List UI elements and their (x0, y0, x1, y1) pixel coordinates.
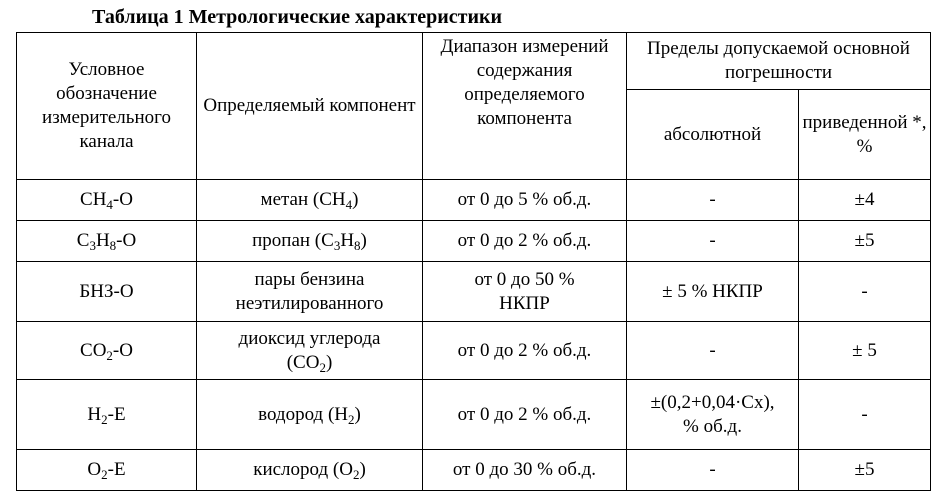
reduced-cell: ± 5 (799, 322, 931, 380)
absolute-cell: ± 5 % НКПР (627, 262, 799, 322)
header-row (17, 33, 931, 90)
table-row (17, 180, 931, 221)
component-cell: кислород $(O_2)$ (197, 450, 423, 491)
table-row (17, 380, 931, 450)
header-absolute: абсолютной (627, 90, 799, 180)
header-limits: Пределы допускаемой основной погрешности (627, 33, 931, 90)
reduced-cell: - (799, 380, 931, 450)
component-cell: пары бензина неэтилированного (197, 262, 423, 322)
table-title: Таблица 1 Метрологические характеристики (92, 6, 503, 28)
range-cell: от 0 до 30 % об.д. (423, 450, 627, 491)
header-channel: Условное обозначение измерительного канала (17, 33, 197, 180)
component-cell: метан $(CH_4)$ (197, 180, 423, 221)
metrology-table (16, 32, 931, 491)
absolute-cell: ±(0,2+0,04·Cx), % об.д. (627, 380, 799, 450)
range-cell: от 0 до 2 % об.д. (423, 322, 627, 380)
range-cell: от 0 до 50 % НКПР (423, 262, 627, 322)
channel-cell: $CO_2-O$ (17, 322, 197, 380)
reduced-cell: ±4 (799, 180, 931, 221)
absolute-cell: - (627, 221, 799, 262)
header-reduced: приведенной *, % (799, 90, 931, 180)
range-cell: от 0 до 5 % об.д. (423, 180, 627, 221)
range-cell: от 0 до 2 % об.д. (423, 221, 627, 262)
table-row (17, 221, 931, 262)
header-range: Диапазон измерений содержания определяемого компонента (423, 33, 627, 180)
reduced-cell: - (799, 262, 931, 322)
table-row (17, 450, 931, 491)
channel-cell: $C_3H_8-O$ (17, 221, 197, 262)
channel-cell: $CH_4-O$ (17, 180, 197, 221)
header-component: Определяемый компонент (197, 33, 423, 180)
component-cell: пропан $(C_3H_8)$ (197, 221, 423, 262)
absolute-cell: - (627, 450, 799, 491)
channel-cell: БНЗ-О (17, 262, 197, 322)
channel-cell: $O_2-E$ (17, 450, 197, 491)
channel-cell: $H_2-E$ (17, 380, 197, 450)
table-row (17, 262, 931, 322)
absolute-cell: - (627, 180, 799, 221)
reduced-cell: ±5 (799, 221, 931, 262)
table-row (17, 322, 931, 380)
absolute-cell: - (627, 322, 799, 380)
component-cell: водород $(H_2)$ (197, 380, 423, 450)
component-cell: диоксид углерода $(CO_2)$ (197, 322, 423, 380)
range-cell: от 0 до 2 % об.д. (423, 380, 627, 450)
reduced-cell: ±5 (799, 450, 931, 491)
